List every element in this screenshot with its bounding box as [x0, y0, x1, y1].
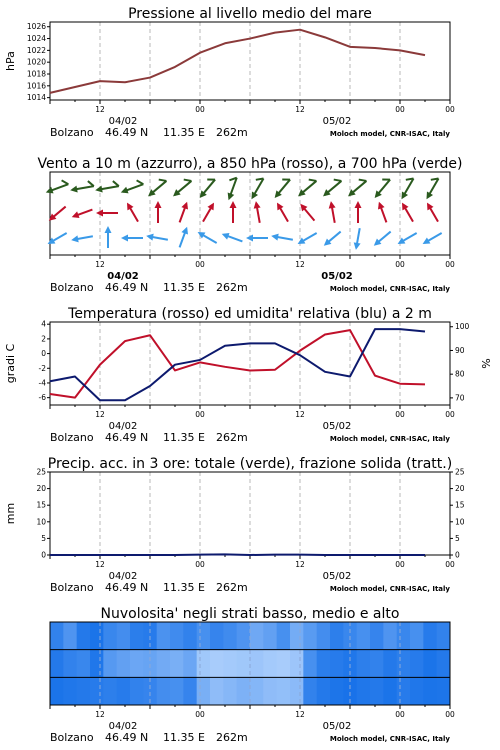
- hour-label: 12: [95, 105, 105, 114]
- cloud-cell: [90, 650, 104, 678]
- y-axis-label: hPa: [4, 51, 17, 71]
- cloud-cell: [157, 622, 171, 650]
- cloud-cell: [170, 622, 184, 650]
- hour-label: 00: [195, 560, 205, 569]
- day-label: 04/02: [107, 271, 139, 282]
- arrow-head: [124, 201, 134, 211]
- hour-label: 00: [195, 410, 205, 419]
- y-tick-label: 25: [455, 467, 465, 477]
- location-lat: 46.49 N: [105, 281, 149, 294]
- panel-2: [37, 156, 462, 294]
- cloud-cell: [157, 677, 171, 705]
- cloud-cell: [223, 677, 237, 705]
- y-tick-label: 1020: [26, 57, 46, 67]
- wind-arrow: [421, 230, 444, 247]
- day-label: 05/02: [322, 721, 352, 732]
- wind-arrow: [176, 226, 190, 249]
- y-tick-label: 2: [41, 334, 46, 344]
- wind-arrow: [169, 176, 193, 199]
- arrow-head: [424, 201, 434, 211]
- hour-label: 00: [445, 105, 455, 114]
- wind-arrow: [246, 175, 266, 201]
- cloud-cell: [370, 650, 384, 678]
- series-line: [50, 554, 425, 555]
- y-tick-label: 5: [41, 533, 46, 543]
- arrow-head: [221, 231, 230, 240]
- hour-label: 00: [445, 410, 455, 419]
- y-tick-label: 1014: [26, 93, 46, 103]
- arrow-head: [327, 201, 335, 209]
- wind-arrow: [121, 235, 143, 242]
- cloud-cell: [210, 650, 224, 678]
- y-axis-label: gradi C: [4, 343, 17, 384]
- y-tick-label: 10: [455, 517, 465, 527]
- wind-arrow: [146, 232, 169, 243]
- hour-label: 00: [395, 260, 405, 269]
- wind-arrow: [246, 235, 268, 242]
- hour-label: 12: [95, 410, 105, 419]
- y-tick-label: 1026: [26, 22, 46, 32]
- arrow-head: [230, 201, 237, 208]
- arrow-head: [376, 201, 385, 210]
- wind-arrow: [421, 175, 441, 201]
- wind-arrow: [372, 229, 393, 249]
- wind-arrow: [274, 201, 291, 224]
- arrow-head: [155, 201, 162, 208]
- cloud-cell: [263, 677, 277, 705]
- wind-arrow: [424, 201, 441, 224]
- wind-arrow: [124, 201, 141, 224]
- wind-arrow: [105, 226, 112, 248]
- hour-label: 00: [445, 260, 455, 269]
- cloud-cell: [77, 677, 91, 705]
- wind-arrow: [370, 176, 393, 200]
- y-tick-label: 1022: [26, 45, 46, 55]
- cloud-cell: [77, 650, 91, 678]
- panel-title: Precip. acc. in 3 ore: totale (verde), frazione solida (tratt.): [47, 456, 453, 472]
- hour-label: 00: [445, 710, 455, 719]
- cloud-cell: [397, 650, 411, 678]
- y-tick-label: 1016: [26, 81, 46, 91]
- arrow-head: [196, 229, 206, 239]
- cloud-cell: [303, 677, 317, 705]
- hour-label: 12: [295, 710, 305, 719]
- location-lat: 46.49 N: [105, 431, 149, 444]
- cloud-cell: [277, 650, 291, 678]
- day-label: 05/02: [321, 271, 353, 282]
- wind-arrow: [144, 176, 168, 199]
- cloud-cell: [357, 650, 371, 678]
- hour-label: 00: [195, 105, 205, 114]
- y-tick-label: 25: [36, 467, 46, 477]
- location-lon: 11.35 E: [163, 731, 205, 744]
- hour-label: 00: [195, 260, 205, 269]
- y-tick-label: 15: [36, 500, 46, 510]
- cloud-cell: [223, 650, 237, 678]
- y-tick-label: -6: [38, 393, 46, 403]
- wind-arrow: [270, 176, 293, 200]
- wind-arrow: [396, 230, 419, 247]
- cloud-cell: [197, 622, 211, 650]
- hour-label: 12: [295, 105, 305, 114]
- y-tick-label: 1018: [26, 69, 46, 79]
- cloud-cell: [90, 677, 104, 705]
- y-tick-label: 15: [455, 500, 465, 510]
- model-credit: Moloch model, CNR-ISAC, Italy: [329, 285, 450, 293]
- hour-label: 00: [445, 560, 455, 569]
- wind-arrow: [71, 233, 94, 244]
- hour-label: 12: [295, 260, 305, 269]
- cloud-cell: [77, 622, 91, 650]
- y-axis-label: mm: [4, 502, 17, 525]
- wind-arrow: [319, 176, 343, 199]
- cloud-cell: [50, 677, 64, 705]
- cloud-cell: [117, 650, 131, 678]
- arrow-head: [225, 192, 234, 201]
- cloud-cell: [50, 622, 64, 650]
- location-lon: 11.35 E: [163, 431, 205, 444]
- hour-label: 12: [295, 560, 305, 569]
- wind-arrow: [94, 180, 119, 194]
- cloud-cell: [383, 677, 397, 705]
- wind-arrow: [230, 201, 237, 223]
- wind-arrow: [322, 229, 343, 249]
- y-tick-label: 20: [455, 484, 465, 494]
- y-tick-label: 20: [36, 484, 46, 494]
- arrow-head: [355, 201, 362, 208]
- cloud-cell: [423, 650, 437, 678]
- arrow-head: [120, 187, 129, 196]
- y-tick-label: 0: [41, 349, 46, 359]
- cloud-cell: [370, 622, 384, 650]
- wind-arrow: [327, 201, 338, 224]
- hour-label: 00: [195, 710, 205, 719]
- wind-arrow: [396, 175, 416, 201]
- day-label: 04/02: [108, 721, 138, 732]
- y-tick-label: 90: [455, 345, 465, 355]
- cloud-cell: [170, 677, 184, 705]
- cloud-cell: [210, 622, 224, 650]
- model-credit: Moloch model, CNR-ISAC, Italy: [329, 585, 450, 593]
- cloud-cell: [383, 650, 397, 678]
- wind-arrow: [252, 201, 263, 224]
- hour-label: 00: [395, 560, 405, 569]
- series-line: [50, 30, 425, 93]
- cloud-cell: [290, 677, 304, 705]
- location-name: Bolzano: [50, 581, 94, 594]
- wind-arrow: [399, 201, 416, 224]
- cloud-cell: [277, 677, 291, 705]
- wind-arrow: [69, 180, 94, 194]
- arrow-head: [421, 237, 431, 247]
- hour-label: 12: [95, 710, 105, 719]
- wind-arrow: [96, 210, 118, 217]
- cloud-cell: [357, 622, 371, 650]
- y-tick-label: 4: [41, 319, 46, 329]
- cloud-cell: [290, 650, 304, 678]
- arrow-head: [274, 201, 284, 211]
- cloud-cell: [197, 677, 211, 705]
- cloud-cell: [237, 622, 251, 650]
- y-tick-label: 80: [455, 369, 465, 379]
- y-tick-label: -4: [38, 378, 46, 388]
- y-tick-label: 1024: [26, 34, 46, 44]
- cloud-cell: [223, 622, 237, 650]
- location-name: Bolzano: [50, 126, 94, 139]
- cloud-cell: [50, 650, 64, 678]
- location-lon: 11.35 E: [163, 581, 205, 594]
- wind-arrow: [344, 176, 368, 199]
- arrow-head: [46, 237, 56, 247]
- cloud-cell: [263, 650, 277, 678]
- cloud-cell: [410, 650, 424, 678]
- arrow-head: [181, 201, 190, 210]
- cloud-cell: [317, 650, 331, 678]
- cloud-cell: [423, 677, 437, 705]
- hour-label: 12: [295, 410, 305, 419]
- panel-title: Pressione al livello medio del mare: [128, 6, 372, 22]
- wind-arrow: [71, 206, 94, 220]
- cloud-cell: [130, 677, 144, 705]
- wind-arrow: [352, 228, 363, 251]
- cloud-cell: [183, 677, 197, 705]
- location-elev: 262m: [216, 126, 248, 139]
- wind-arrow: [44, 179, 70, 196]
- location-lat: 46.49 N: [105, 731, 149, 744]
- wind-arrow: [200, 201, 217, 224]
- location-elev: 262m: [216, 731, 248, 744]
- location-lat: 46.49 N: [105, 126, 149, 139]
- location-lon: 11.35 E: [163, 281, 205, 294]
- arrow-head: [296, 237, 306, 247]
- cloud-cell: [183, 622, 197, 650]
- cloud-cell: [290, 622, 304, 650]
- cloud-cell: [437, 622, 451, 650]
- cloud-cell: [317, 622, 331, 650]
- panel-title: Vento a 10 m (azzurro), a 850 hPa (rosso), a 700 hPa (verde): [37, 156, 463, 172]
- arrow-head: [146, 232, 154, 240]
- cloud-cell: [63, 677, 77, 705]
- cloud-cell: [210, 677, 224, 705]
- panel-1: [4, 6, 455, 139]
- day-label: 05/02: [322, 421, 352, 432]
- cloud-cell: [103, 622, 117, 650]
- y-tick-label: 10: [36, 517, 46, 527]
- y-tick-label: 70: [455, 393, 465, 403]
- cloud-cell: [437, 677, 451, 705]
- cloud-cell: [330, 622, 344, 650]
- y-tick-label: 5: [455, 533, 460, 543]
- cloud-cell: [157, 650, 171, 678]
- cloud-cell: [250, 622, 264, 650]
- day-label: 04/02: [108, 116, 138, 127]
- wind-arrow: [355, 201, 362, 223]
- hour-label: 00: [395, 410, 405, 419]
- wind-arrow: [223, 176, 240, 202]
- cloud-cell: [237, 650, 251, 678]
- wind-arrow: [296, 230, 319, 247]
- panel-4: [4, 456, 465, 594]
- arrow-head: [271, 232, 279, 240]
- arrow-head: [45, 187, 54, 196]
- cloud-cell: [183, 650, 197, 678]
- wind-arrow: [176, 201, 190, 224]
- hour-label: 12: [95, 260, 105, 269]
- cloud-cell: [397, 677, 411, 705]
- y-tick-label: -2: [38, 363, 46, 373]
- arrow-head: [70, 186, 78, 194]
- day-label: 04/02: [108, 571, 138, 582]
- cloud-cell: [130, 650, 144, 678]
- cloud-cell: [103, 650, 117, 678]
- cloud-cell: [410, 677, 424, 705]
- cloud-cell: [117, 622, 131, 650]
- arrow-head: [71, 235, 79, 243]
- wind-arrow: [294, 176, 318, 199]
- wind-arrow: [155, 201, 162, 223]
- wind-arrow: [195, 176, 218, 200]
- cloud-cell: [277, 622, 291, 650]
- cloud-cell: [103, 677, 117, 705]
- cloud-cell: [263, 622, 277, 650]
- y-axis-label-right: %: [480, 358, 493, 369]
- cloud-cell: [317, 677, 331, 705]
- model-credit: Moloch model, CNR-ISAC, Italy: [329, 735, 450, 743]
- arrow-head: [423, 191, 433, 201]
- cloud-cell: [237, 677, 251, 705]
- cloud-cell: [170, 650, 184, 678]
- hour-label: 00: [395, 105, 405, 114]
- cloud-cell: [383, 622, 397, 650]
- wind-arrow: [46, 230, 69, 247]
- hour-label: 00: [395, 710, 405, 719]
- hour-label: 12: [95, 560, 105, 569]
- cloud-cell: [197, 650, 211, 678]
- panel-title: Nuvolosita' negli strati basso, medio e alto: [100, 606, 400, 622]
- cloud-cell: [303, 650, 317, 678]
- arrow-head: [71, 211, 80, 220]
- day-label: 05/02: [322, 116, 352, 127]
- panel-5: [50, 606, 455, 744]
- cloud-cell: [410, 622, 424, 650]
- model-credit: Moloch model, CNR-ISAC, Italy: [329, 435, 450, 443]
- cloud-cell: [423, 622, 437, 650]
- location-lat: 46.49 N: [105, 581, 149, 594]
- wind-arrow: [376, 201, 390, 224]
- cloud-cell: [63, 650, 77, 678]
- arrow-head: [181, 226, 190, 235]
- cloud-cell: [357, 677, 371, 705]
- arrow-head: [95, 186, 103, 194]
- cloud-cell: [250, 677, 264, 705]
- day-label: 05/02: [322, 571, 352, 582]
- cloud-cell: [130, 622, 144, 650]
- cloud-cell: [370, 677, 384, 705]
- location-lon: 11.35 E: [163, 126, 205, 139]
- cloud-cell: [437, 650, 451, 678]
- cloud-cell: [330, 677, 344, 705]
- arrow-head: [207, 201, 217, 211]
- panel-3: [4, 306, 493, 444]
- wind-arrow: [119, 179, 145, 196]
- wind-arrow: [221, 231, 244, 245]
- arrow-head: [105, 226, 112, 233]
- arrow-head: [396, 237, 406, 247]
- cloud-cell: [117, 677, 131, 705]
- arrow-head: [121, 235, 128, 242]
- cloud-cell: [63, 622, 77, 650]
- cloud-cell: [397, 622, 411, 650]
- cloud-cell: [250, 650, 264, 678]
- cloud-cell: [303, 622, 317, 650]
- cloud-cell: [330, 650, 344, 678]
- location-name: Bolzano: [50, 281, 94, 294]
- y-tick-label: 100: [455, 322, 470, 332]
- panel-title: Temperatura (rosso) ed umidita' relativa (blu) a 2 m: [68, 306, 432, 322]
- wind-arrow: [298, 202, 318, 223]
- wind-arrow: [196, 229, 219, 246]
- cloud-cell: [90, 622, 104, 650]
- day-label: 04/02: [108, 421, 138, 432]
- model-credit: Moloch model, CNR-ISAC, Italy: [329, 130, 450, 138]
- wind-arrow: [271, 232, 294, 243]
- y-tick-label: 0: [41, 550, 46, 560]
- location-name: Bolzano: [50, 431, 94, 444]
- arrow-head: [352, 242, 360, 250]
- location-name: Bolzano: [50, 731, 94, 744]
- y-tick-label: 0: [455, 550, 460, 560]
- location-elev: 262m: [216, 431, 248, 444]
- location-elev: 262m: [216, 581, 248, 594]
- location-elev: 262m: [216, 281, 248, 294]
- arrow-head: [252, 201, 260, 209]
